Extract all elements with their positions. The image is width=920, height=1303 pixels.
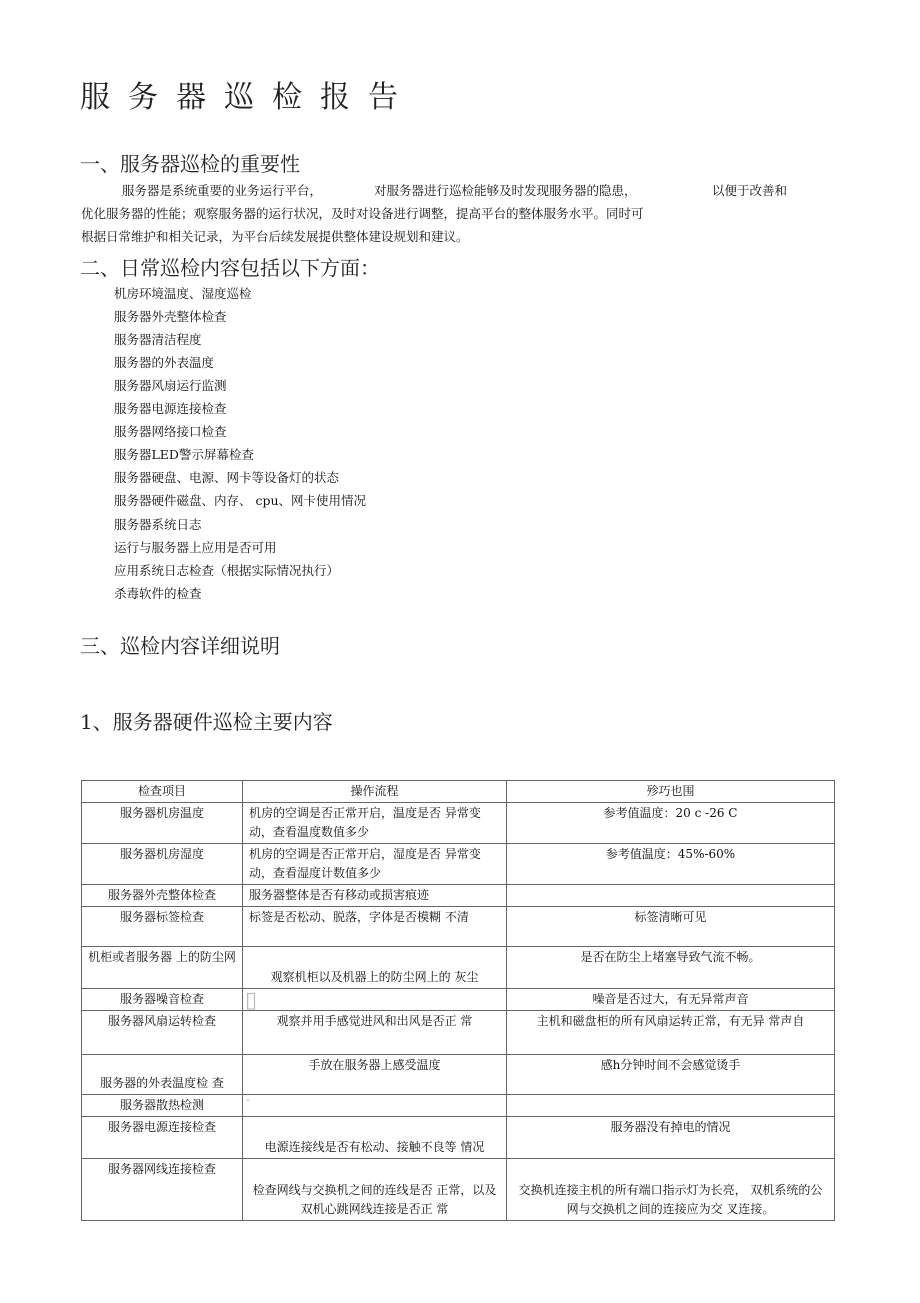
- table-cell-process: [243, 989, 507, 1011]
- list-item: 杀毒软件的检查: [114, 586, 202, 601]
- column-header: 殄巧也围: [507, 781, 835, 803]
- table-row: [82, 1095, 835, 1117]
- table-cell-process: 机房的空调是否正常开启，湿度是否 异常变动，查看湿度计数值多少: [243, 844, 507, 885]
- table-cell-result: 主机和磁盘柜的所有风扇运转正常，有无异 常声自: [507, 1011, 835, 1055]
- table-cell-process: [243, 1095, 507, 1117]
- table-cell-item: 服务器机房湿度: [82, 844, 243, 885]
- table-cell-item: 服务器机房温度: [82, 803, 243, 844]
- list-item: 服务器外壳整体检查: [114, 309, 227, 324]
- table-cell-process: 服务器整体是否有移动或损害痕迹: [243, 885, 507, 907]
- table-cell-process: 标签是否松动、脱落，字体是否模糊 不清: [243, 907, 507, 947]
- table-cell-result: 噪音是否过大，有无异常声音: [507, 989, 835, 1011]
- list-item: 服务器电源连接检查: [114, 401, 227, 416]
- table-cell-process: 检查网线与交换机之间的连线是否 正常，以及双机心跳网线连接是否正 常: [243, 1159, 507, 1221]
- table-row: [82, 803, 835, 844]
- section-heading-hardware: 1、服务器硬件巡检主要内容: [80, 710, 333, 734]
- table-cell-item: 服务器外壳整体检查: [82, 885, 243, 907]
- list-item: 服务器的外表温度: [114, 355, 215, 370]
- list-item: 服务器LED警示屏幕检查: [114, 447, 254, 462]
- table-row: [82, 947, 835, 989]
- table-cell-result: 参考值温度：20 c -26 C: [507, 803, 835, 844]
- table-row: [82, 885, 835, 907]
- table-row: [82, 989, 835, 1011]
- table-cell-item: 服务器电源连接检查: [82, 1117, 243, 1159]
- column-header: 操作流程: [243, 781, 507, 803]
- section-heading-importance: 一、服务器巡检的重要性: [80, 152, 300, 176]
- list-item: 服务器风扇运行监测: [114, 378, 227, 393]
- table-cell-result: 参考值温度：45%-60%: [507, 844, 835, 885]
- table-cell-result: [507, 1095, 835, 1117]
- list-item: 应用系统日志检查（根据实际情况执行）: [114, 563, 340, 578]
- list-item: 服务器系统日志: [114, 517, 202, 532]
- scan-artifact-mark: ˇ: [245, 1098, 251, 1112]
- list-item: 服务器网络接口检查: [114, 424, 227, 439]
- list-item: 服务器清洁程度: [114, 332, 202, 347]
- table-cell-item: 服务器风扇运转检查: [82, 1011, 243, 1055]
- table-cell-item: 机柜或者服务器 上的防尘网: [82, 947, 243, 989]
- table-row: [82, 1117, 835, 1159]
- table-cell-result: [507, 885, 835, 907]
- table-header-row: [82, 781, 835, 803]
- table-row: [82, 1011, 835, 1055]
- table-row: [82, 1159, 835, 1221]
- table-cell-result: 服务器没有掉电的情况: [507, 1117, 835, 1159]
- table-cell-result: 感h分钟时间不会感觉烫手: [507, 1055, 835, 1095]
- table-cell-result: 标签清晰可见: [507, 907, 835, 947]
- table-cell-result: 交换机连接主机的所有端口指示灯为长亮， 双机系统的公网与交换机之间的连接应为交 叉连接。: [507, 1159, 835, 1221]
- table-cell-process: 观察并用手感觉进风和出风是否正 常: [243, 1011, 507, 1055]
- section-heading-daily: 二、日常巡检内容包括以下方面：: [80, 256, 380, 280]
- table-row: [82, 844, 835, 885]
- table-cell-process: 电源连接线是否有松动、接触不良等 情况: [243, 1117, 507, 1159]
- section-heading-details: 三、巡检内容详细说明: [80, 634, 280, 658]
- table-cell-process: 机房的空调是否正常开启，温度是否 异常变动，查看温度数值多少: [243, 803, 507, 844]
- table-cell-item: 服务器散热检测: [82, 1095, 243, 1117]
- table-cell-item: 服务器的外表温度检 查: [82, 1055, 243, 1095]
- inspection-table: [81, 780, 835, 1221]
- list-item: 服务器硬件磁盘、内存、 cpu、网卡使用情况: [114, 493, 367, 508]
- paragraph-line-1a: 服务器是系统重要的业务运行平台，: [122, 183, 323, 198]
- table-cell-item: 服务器网线连接检查: [82, 1159, 243, 1221]
- scan-artifact-mark: ▯: [245, 988, 258, 1013]
- list-item: 运行与服务器上应用是否可用: [114, 540, 277, 555]
- paragraph-line-3: 根据日常维护和相关记录，为平台后续发展提供整体建设规划和建议。: [81, 229, 469, 244]
- table-row: [82, 907, 835, 947]
- paragraph-line-1b: 对服务器进行巡检能够及时发现服务器的隐患，: [374, 183, 637, 198]
- table-cell-process: 观察机柜以及机器上的防尘网上的 灰尘: [243, 947, 507, 989]
- paragraph-line-1c: 以便于改善和: [712, 183, 788, 198]
- table-cell-item: 服务器标签检查: [82, 907, 243, 947]
- page-title: 服务器巡检报告: [80, 80, 416, 115]
- table-cell-item: 服务器噪音检查: [82, 989, 243, 1011]
- table-row: [82, 1055, 835, 1095]
- column-header: 检查项目: [82, 781, 243, 803]
- table-cell-result: 是否在防尘上堵塞导致气流不畅。: [507, 947, 835, 989]
- table-cell-process: 手放在服务器上感受温度: [243, 1055, 507, 1095]
- list-item: 服务器硬盘、电源、网卡等设备灯的状态: [114, 470, 340, 485]
- list-item: 机房环境温度、湿度巡检: [114, 286, 252, 301]
- paragraph-line-2: 优化服务器的性能；观察服务器的运行状况，及时对设备进行调整，提高平台的整体服务水平。同时可: [81, 206, 644, 221]
